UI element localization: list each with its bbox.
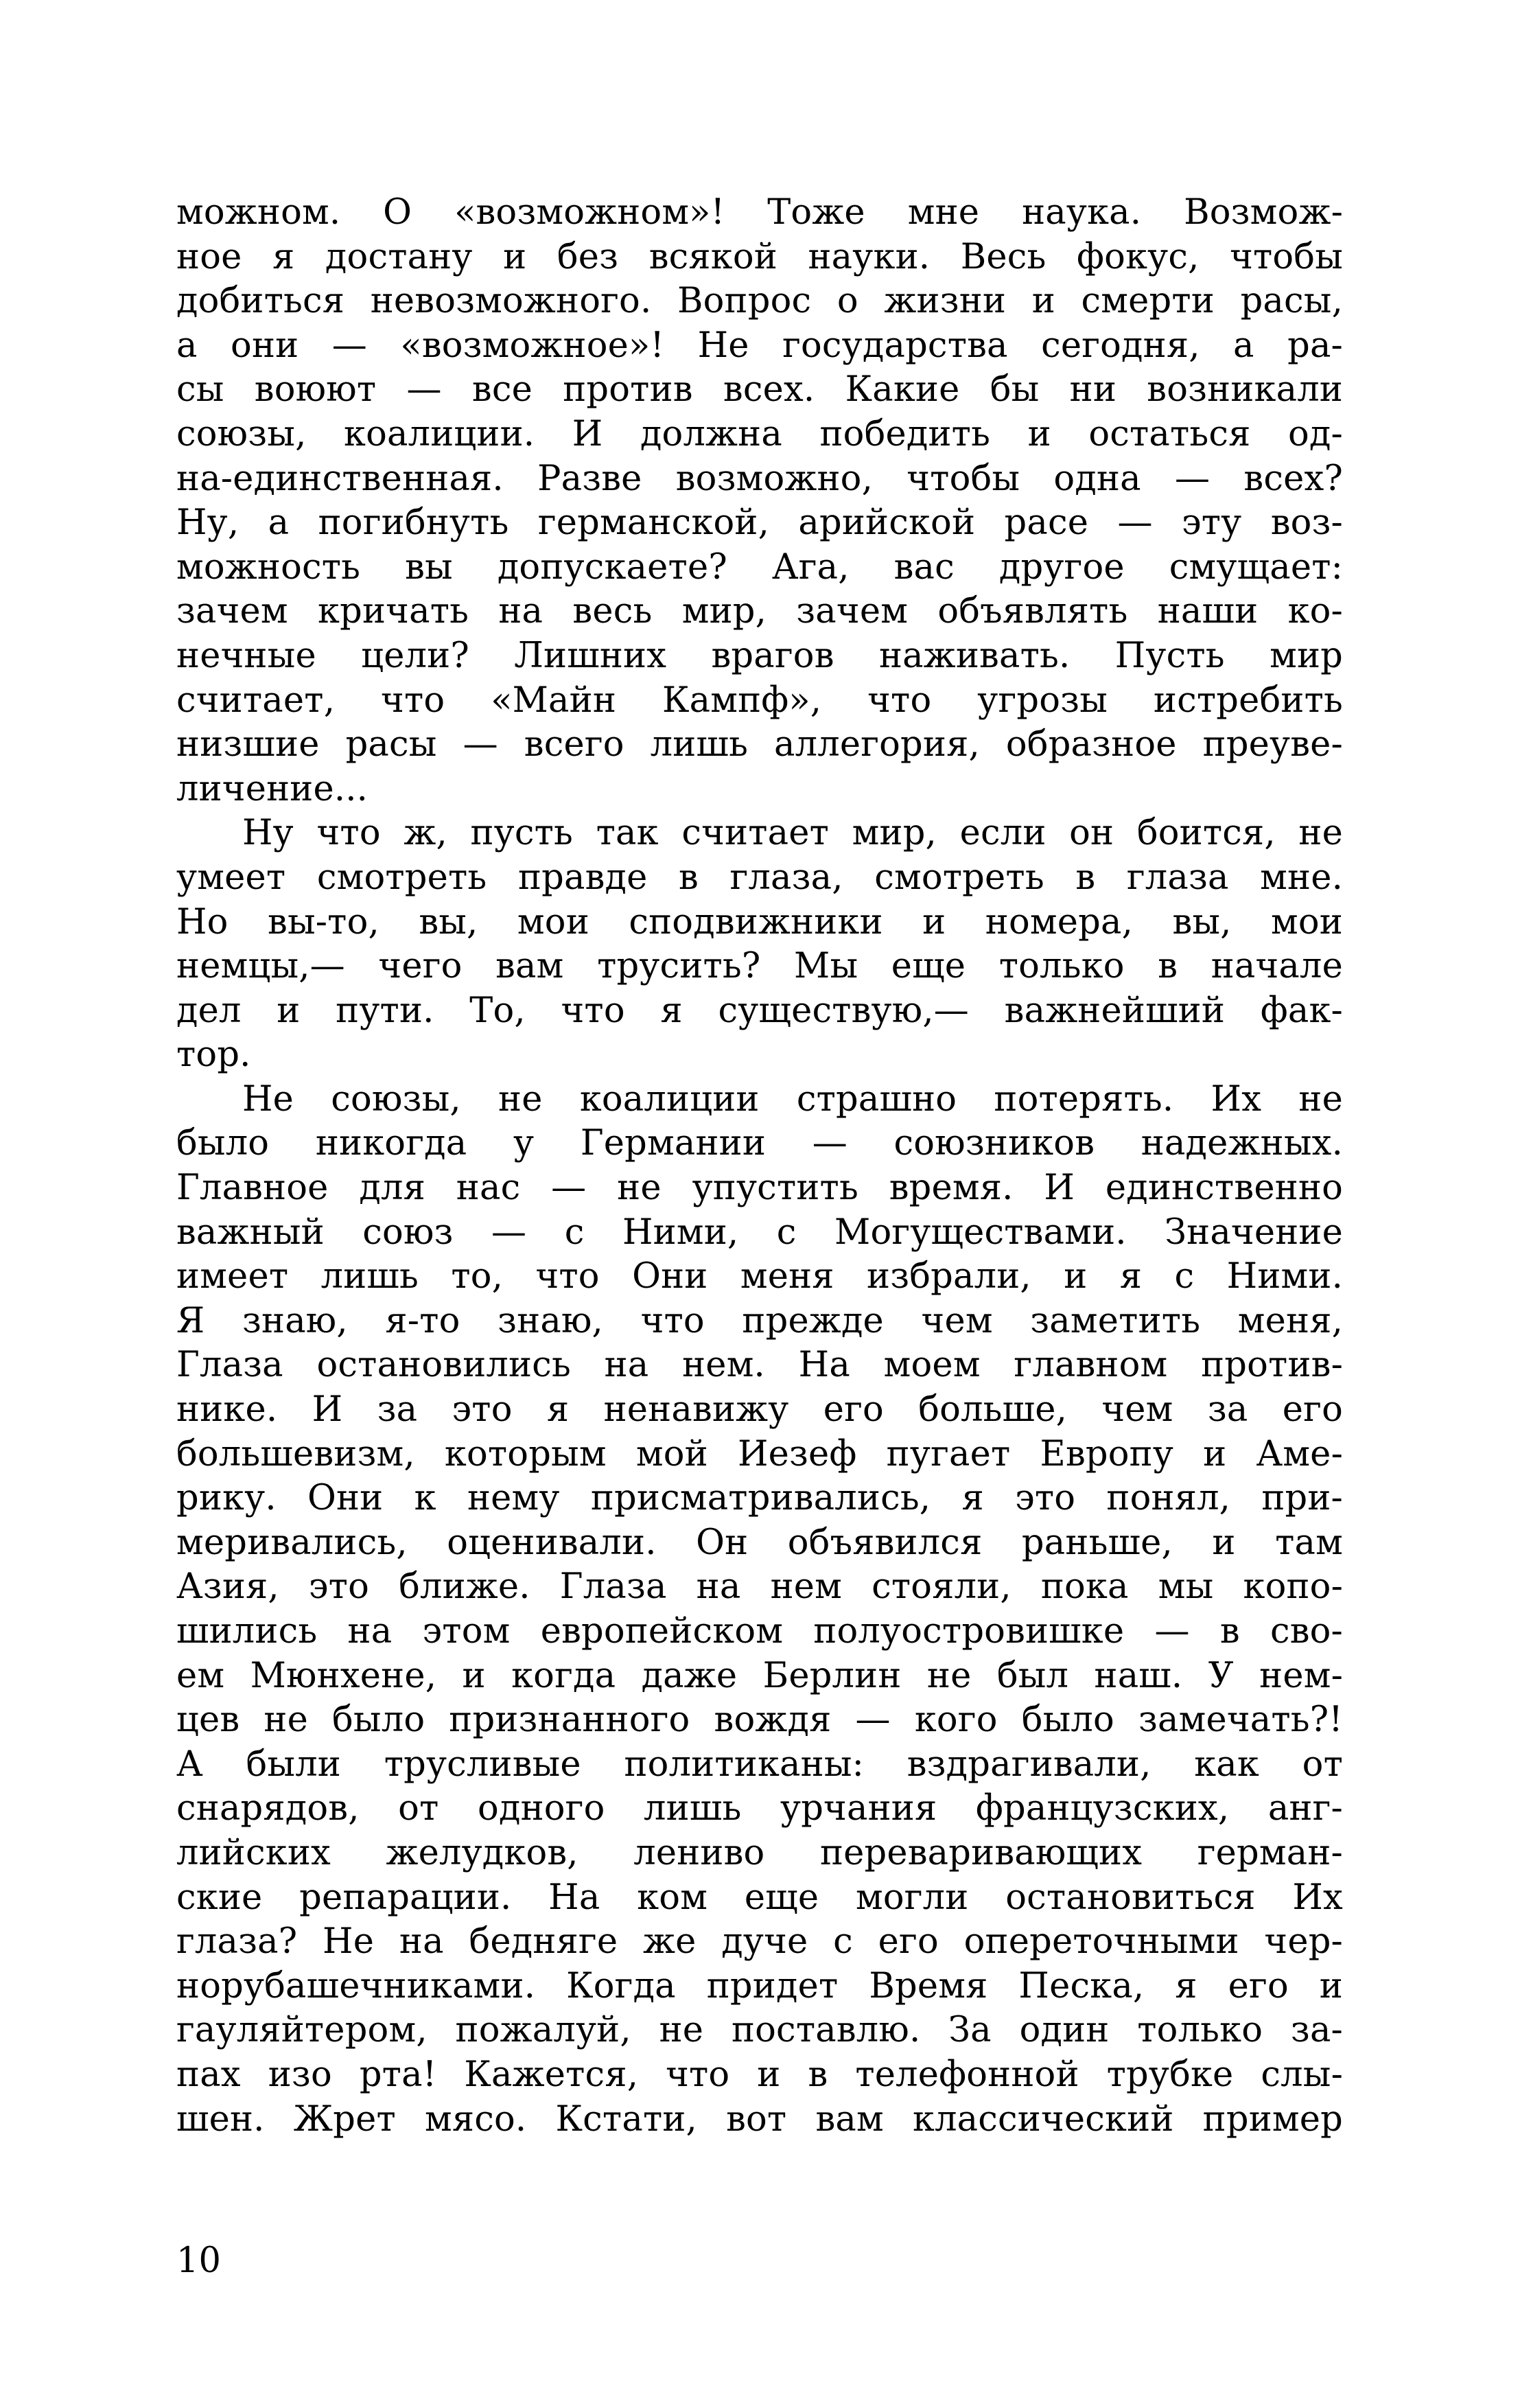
- text-line: важный союз — с Ними, с Могуществами. Значение: [176, 1212, 1343, 1253]
- text-line: тор.: [176, 1034, 251, 1076]
- text-line: глаза? Не на бедняге же дуче с его опереточными чер-: [176, 1921, 1343, 1963]
- text-line: Азия, это ближе. Глаза на нем стояли, пока мы копо-: [176, 1566, 1343, 1608]
- text-line: Глаза остановились на нем. На моем главном против-: [176, 1345, 1343, 1386]
- paragraph-start-line: Не союзы, не коалиции страшно потерять. Их не: [242, 1078, 1343, 1120]
- text-line: было никогда у Германии — союзников надежных.: [176, 1123, 1343, 1164]
- text-line: низшие расы — всего лишь аллегория, образное преуве-: [176, 724, 1343, 765]
- text-line: нечные цели? Лишних врагов наживать. Пусть мир: [176, 635, 1343, 676]
- text-line: умеет смотреть правде в глаза, смотреть в глаза мне.: [176, 857, 1343, 898]
- text-line: Я знаю, я-то знаю, что прежде чем заметить меня,: [176, 1300, 1343, 1341]
- text-line: ное я достану и без всякой науки. Весь фокус, чтобы: [176, 236, 1343, 277]
- text-line: немцы,— чего вам трусить? Мы еще только в начале: [176, 946, 1343, 987]
- text-line: нике. И за это я ненавижу его больше, чем за его: [176, 1389, 1343, 1431]
- text-line: имеет лишь то, что Они меня избрали, и я с Ними.: [176, 1256, 1343, 1297]
- text-line: личение...: [176, 768, 369, 809]
- text-line: пах изо рта! Кажется, что и в телефонной трубке слы-: [176, 2054, 1343, 2095]
- text-line: на-единственная. Разве возможно, чтобы одна — всех?: [176, 458, 1343, 499]
- text-line: А были трусливые политиканы: вздрагивали, как от: [176, 1744, 1343, 1785]
- text-line: шен. Жрет мясо. Кстати, вот вам классический пример: [176, 2098, 1343, 2140]
- text-line: дел и пути. То, что я существую,— важнейший фак-: [176, 990, 1343, 1031]
- text-line: лийских желудков, лениво переваривающих герман-: [176, 1832, 1343, 1873]
- text-line: сы воюют — все против всех. Какие бы ни возникали: [176, 369, 1343, 410]
- text-line: а они — «возможное»! Не государства сегодня, а ра-: [176, 325, 1343, 366]
- paragraph-start-line: Ну что ж, пусть так считает мир, если он боится, не: [242, 813, 1343, 854]
- text-line: цев не было признанного вождя — кого было замечать?!: [176, 1700, 1343, 1741]
- text-line: Но вы-то, вы, мои сподвижники и номера, вы, мои: [176, 901, 1343, 942]
- text-line: большевизм, которым мой Иезеф пугает Европу и Аме-: [176, 1433, 1343, 1474]
- text-line: меривались, оценивали. Он объявился раньше, и там: [176, 1522, 1343, 1563]
- text-line: Ну, а погибнуть германской, арийской расе — эту воз-: [176, 502, 1343, 544]
- text-line: добиться невозможного. Вопрос о жизни и смерти расы,: [176, 281, 1343, 322]
- text-line: зачем кричать на весь мир, зачем объявлять наши ко-: [176, 591, 1343, 632]
- text-line: считает, что «Майн Кампф», что угрозы истребить: [176, 680, 1343, 721]
- text-line: можность вы допускаете? Ага, вас другое смущает:: [176, 546, 1343, 588]
- text-line: ские репарации. На ком еще могли остановиться Их: [176, 1877, 1343, 1918]
- text-line: рику. Они к нему присматривались, я это понял, при-: [176, 1478, 1343, 1519]
- text-line: гауляйтером, пожалуй, не поставлю. За один только за-: [176, 2010, 1343, 2051]
- text-line: союзы, коалиции. И должна победить и остаться од-: [176, 413, 1343, 454]
- page-number: 10: [176, 2241, 221, 2281]
- text-line: норубашечниками. Когда придет Время Песка, я его и: [176, 1965, 1343, 2006]
- text-line: снарядов, от одного лишь урчания французских, анг-: [176, 1788, 1343, 1829]
- text-line: можном. О «возможном»! Тоже мне наука. Возмож-: [176, 192, 1343, 233]
- text-line: шились на этом европейском полуостровишке — в сво-: [176, 1611, 1343, 1652]
- page-text: [176, 191, 1343, 2142]
- text-line: ем Мюнхене, и когда даже Берлин не был наш. У нем-: [176, 1655, 1343, 1696]
- text-line: Главное для нас — не упустить время. И единственно: [176, 1168, 1343, 1209]
